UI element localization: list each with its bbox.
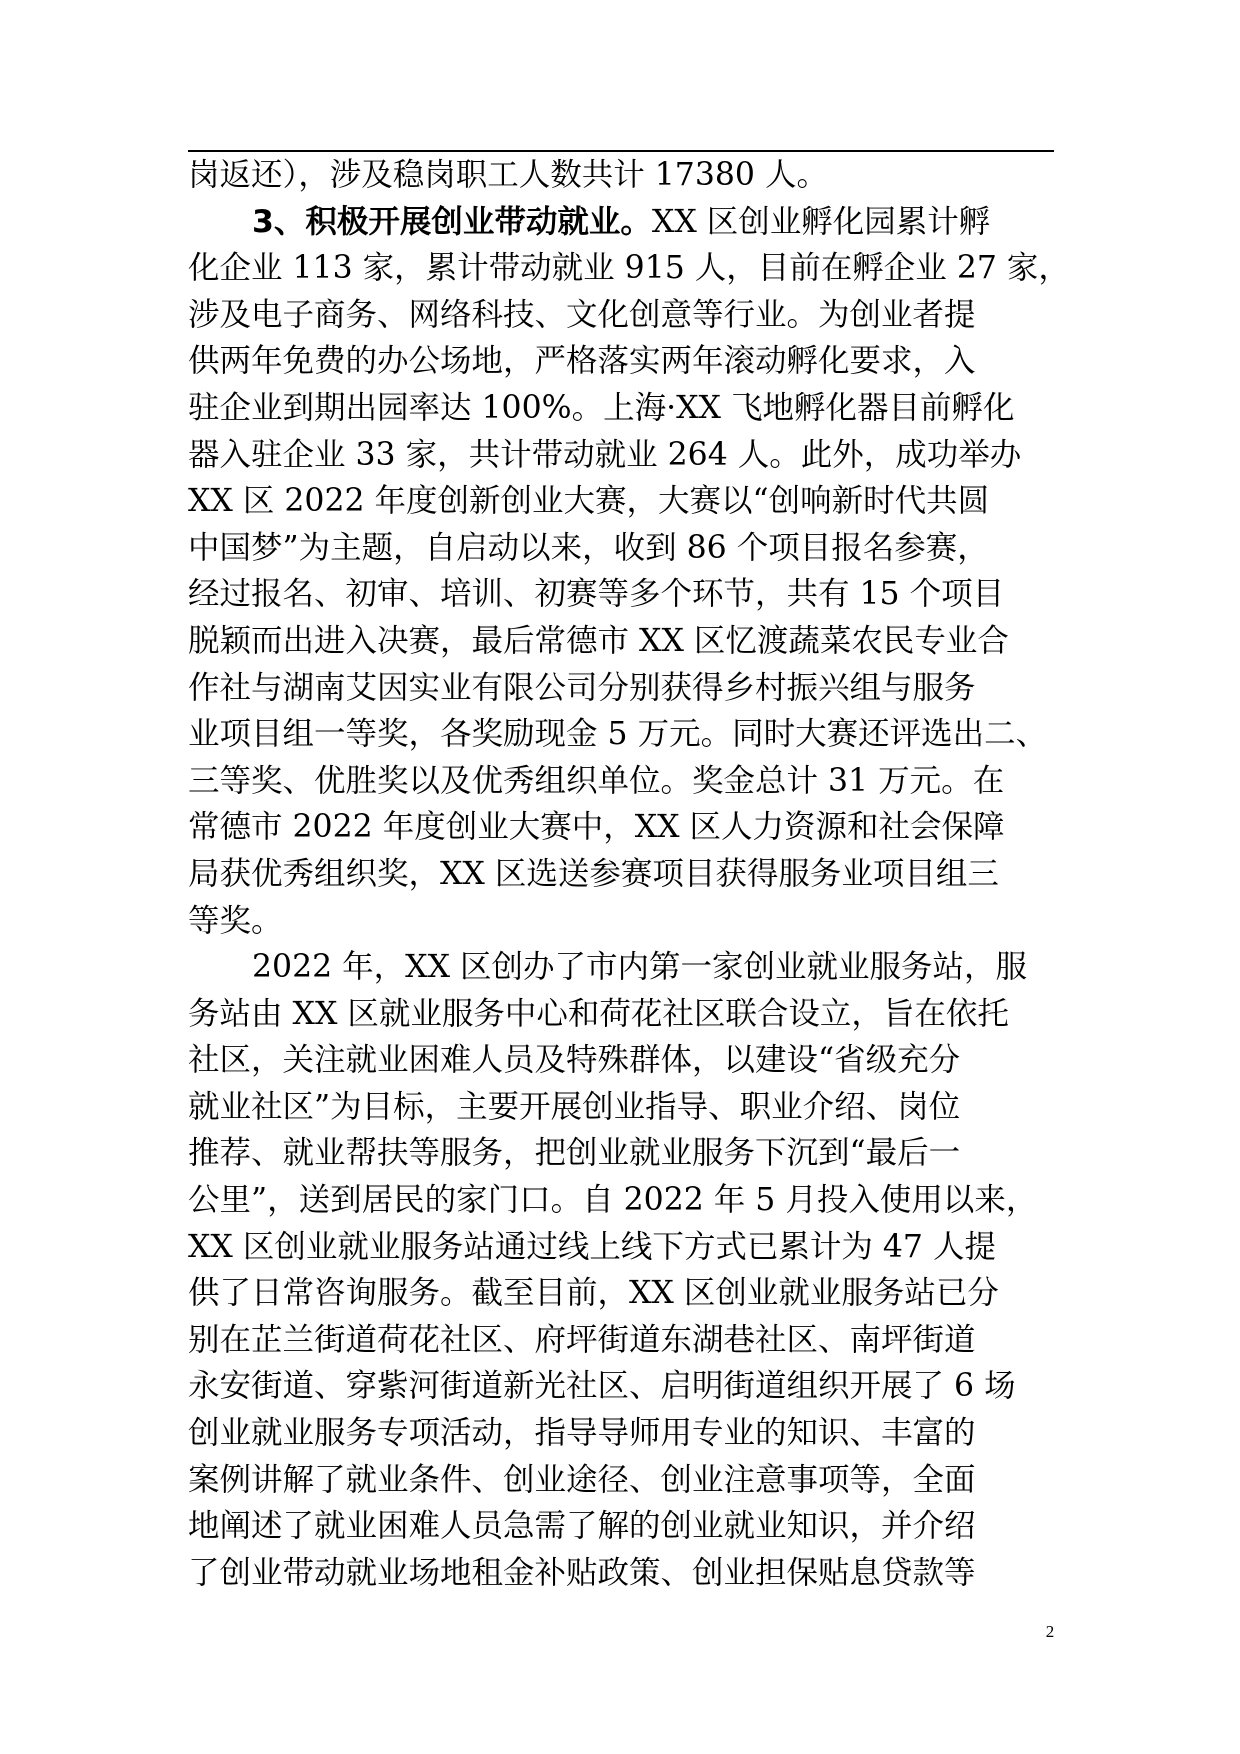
body-text xyxy=(188,152,1068,1596)
text-line: 社区，关注就业困难人员及特殊群体，以建设“省级充分 xyxy=(188,1042,961,1079)
page-number: 2 xyxy=(1045,1622,1055,1641)
text-line: 业项目组一等奖，各奖励现金 5 万元。同时大赛还评选出二、 xyxy=(188,716,1048,753)
text-line: 公里”，送到居民的家门口。自 2022 年 5 月投入使用以来， xyxy=(188,1182,1038,1219)
text-line: 三等奖、优胜奖以及优秀组织单位。奖金总计 31 万元。在 xyxy=(188,762,1005,799)
text-line-fragment: XX 区创业孵化园累计孵 xyxy=(651,203,991,240)
section-3-heading: 3、积极开展创业带动就业。 xyxy=(252,203,652,240)
text-line: 供了日常咨询服务。截至目前，XX 区创业就业服务站已分 xyxy=(188,1275,999,1312)
text-line: 岗返还），涉及稳岗职工人数共计 17380 人。 xyxy=(188,157,828,193)
text-line: 案例讲解了就业条件、创业途径、创业注意事项等，全面 xyxy=(188,1461,976,1498)
text-line: 等奖。 xyxy=(188,902,283,939)
text-line: 脱颖而出进入决赛，最后常德市 XX 区忆渡蔬菜农民专业合 xyxy=(188,622,1009,659)
text-line: 创业就业服务专项活动，指导导师用专业的知识、丰富的 xyxy=(188,1415,976,1452)
text-line: XX 区创业就业服务站通过线上线下方式已累计为 47 人提 xyxy=(188,1228,996,1265)
section-3-first-line xyxy=(188,199,1068,246)
text-line: 地阐述了就业困难人员急需了解的创业就业知识，并介绍 xyxy=(188,1508,976,1545)
text-line: 就业社区”为目标，主要开展创业指导、职业介绍、岗位 xyxy=(188,1088,961,1125)
text-line: 中国梦”为主题，自启动以来，收到 86 个项目报名参赛， xyxy=(188,529,989,566)
text-line: 了创业带动就业场地租金补贴政策、创业担保贴息贷款等 xyxy=(188,1554,976,1591)
text-line: 常德市 2022 年度创业大赛中，XX 区人力资源和社会保障 xyxy=(188,809,1005,846)
text-line: 局获优秀组织奖，XX 区选送参赛项目获得服务业项目组三 xyxy=(188,855,999,892)
text-line: 永安街道、穿紫河街道新光社区、启明街道组织开展了 6 场 xyxy=(188,1368,1016,1405)
text-line: 经过报名、初审、培训、初赛等多个环节，共有 15 个项目 xyxy=(188,576,1005,613)
text-line: XX 区 2022 年度创新创业大赛，大赛以“创响新时代共圆 xyxy=(188,483,990,520)
text-line: 化企业 113 家，累计带动就业 915 人，目前在孵企业 27 家， xyxy=(188,250,1070,287)
text-line: 供两年免费的办公场地，严格落实两年滚动孵化要求，入 xyxy=(188,343,976,380)
text-line: 别在芷兰街道荷花社区、府坪街道东湖巷社区、南坪街道 xyxy=(188,1321,976,1358)
text-line: 涉及电子商务、网络科技、文化创意等行业。为创业者提 xyxy=(188,296,976,333)
text-line: 作社与湖南艾因实业有限公司分别获得乡村振兴组与服务 xyxy=(188,669,976,706)
text-line: 务站由 XX 区就业服务中心和荷花社区联合设立，旨在依托 xyxy=(188,995,1009,1032)
text-line: 驻企业到期出园率达 100%。上海·XX 飞地孵化器目前孵化 xyxy=(188,389,1015,426)
text-line: 器入驻企业 33 家，共计带动就业 264 人。此外，成功举办 xyxy=(188,436,1022,473)
paragraph-first-line: 2022 年，XX 区创办了市内第一家创业就业服务站，服 xyxy=(252,949,1028,986)
text-line: 推荐、就业帮扶等服务，把创业就业服务下沉到“最后一 xyxy=(188,1135,961,1172)
